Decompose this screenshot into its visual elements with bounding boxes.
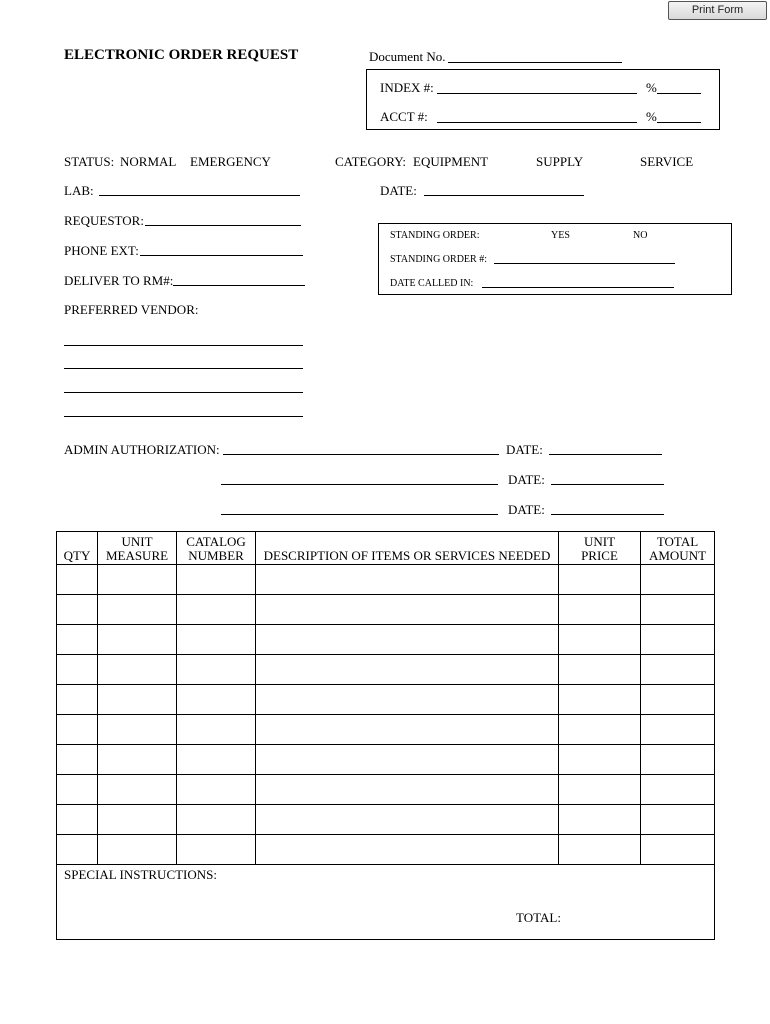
form-title: ELECTRONIC ORDER REQUEST xyxy=(64,47,299,63)
status-label: STATUS: xyxy=(64,154,115,169)
catalog-number-cell[interactable] xyxy=(177,775,256,805)
admin-signature-2[interactable] xyxy=(221,484,498,485)
table-row xyxy=(57,625,715,655)
order-items-table xyxy=(56,531,715,940)
catalog-number-cell[interactable] xyxy=(177,715,256,745)
admin-signature-3[interactable] xyxy=(221,514,498,515)
qty-cell[interactable] xyxy=(57,565,98,595)
table-row xyxy=(57,685,715,715)
total-amount-cell[interactable] xyxy=(641,745,715,775)
special-instructions-label: SPECIAL INSTRUCTIONS: xyxy=(64,867,218,882)
unit-measure-cell[interactable] xyxy=(98,805,177,835)
table-row xyxy=(57,835,715,865)
total-amount-cell[interactable] xyxy=(641,805,715,835)
table-row xyxy=(57,655,715,685)
qty-cell[interactable] xyxy=(57,835,98,865)
catalog-number-cell[interactable] xyxy=(177,835,256,865)
unit-price-cell[interactable] xyxy=(559,595,641,625)
qty-cell[interactable] xyxy=(57,805,98,835)
catalog-number-cell[interactable] xyxy=(177,655,256,685)
table-row xyxy=(57,565,715,595)
unit-price-cell[interactable] xyxy=(559,775,641,805)
qty-cell[interactable] xyxy=(57,775,98,805)
total-amount-cell[interactable] xyxy=(641,595,715,625)
catalog-number-cell[interactable] xyxy=(177,745,256,775)
document-no-field[interactable] xyxy=(448,62,622,63)
lab-label: LAB: xyxy=(64,183,94,198)
qty-cell[interactable] xyxy=(57,715,98,745)
catalog-number-cell[interactable] xyxy=(177,595,256,625)
acct-field[interactable] xyxy=(437,122,637,123)
description-cell[interactable] xyxy=(256,595,559,625)
table-row xyxy=(57,775,715,805)
requestor-field[interactable] xyxy=(145,225,301,226)
print-form-button[interactable]: Print Form xyxy=(668,1,767,20)
phone-label: PHONE EXT: xyxy=(64,243,139,258)
table-header-row xyxy=(57,532,715,565)
admin-date-field-1[interactable] xyxy=(549,454,662,455)
status-normal[interactable]: NORMAL xyxy=(120,154,177,169)
description-header: DESCRIPTION OF ITEMS OR SERVICES NEEDED xyxy=(256,532,559,565)
date-field[interactable] xyxy=(424,195,584,196)
lab-field[interactable] xyxy=(99,195,300,196)
status-emergency[interactable]: EMERGENCY xyxy=(190,154,271,169)
unit-price-cell[interactable] xyxy=(559,685,641,715)
category-service[interactable]: SERVICE xyxy=(640,154,694,169)
unit-measure-header: UNIT MEASURE xyxy=(98,532,177,565)
unit-price-cell[interactable] xyxy=(559,625,641,655)
unit-measure-cell[interactable] xyxy=(98,595,177,625)
description-cell[interactable] xyxy=(256,745,559,775)
deliver-field[interactable] xyxy=(173,285,305,286)
unit-measure-cell[interactable] xyxy=(98,685,177,715)
unit-measure-cell[interactable] xyxy=(98,565,177,595)
total-amount-cell[interactable] xyxy=(641,715,715,745)
total-label: TOTAL: xyxy=(516,910,561,925)
total-amount-cell[interactable] xyxy=(641,655,715,685)
deliver-label: DELIVER TO RM#: xyxy=(64,273,174,288)
description-cell[interactable] xyxy=(256,775,559,805)
acct-percent: % xyxy=(646,109,657,124)
qty-cell[interactable] xyxy=(57,625,98,655)
unit-price-cell[interactable] xyxy=(559,715,641,745)
vendor-line-1[interactable] xyxy=(64,345,303,346)
table-row xyxy=(57,595,715,625)
table-row xyxy=(57,715,715,745)
qty-cell[interactable] xyxy=(57,745,98,775)
category-equipment[interactable]: EQUIPMENT xyxy=(413,154,489,169)
total-amount-cell[interactable] xyxy=(641,625,715,655)
index-percent-field[interactable] xyxy=(657,93,701,94)
vendor-line-2[interactable] xyxy=(64,368,303,369)
catalog-number-cell[interactable] xyxy=(177,685,256,715)
admin-date-label-1: DATE: xyxy=(506,442,543,457)
unit-price-cell[interactable] xyxy=(559,565,641,595)
total-amount-header: TOTAL AMOUNT xyxy=(641,532,715,565)
standing-order-label: STANDING ORDER: xyxy=(390,230,480,241)
unit-measure-cell[interactable] xyxy=(98,745,177,775)
unit-price-cell[interactable] xyxy=(559,655,641,685)
unit-price-cell[interactable] xyxy=(559,805,641,835)
requestor-label: REQUESTOR: xyxy=(64,213,144,228)
index-field[interactable] xyxy=(437,93,637,94)
admin-date-field-3[interactable] xyxy=(551,514,664,515)
unit-measure-cell[interactable] xyxy=(98,625,177,655)
date-called-in-label: DATE CALLED IN: xyxy=(390,278,474,289)
date-called-in-field[interactable] xyxy=(482,287,674,288)
total-amount-cell[interactable] xyxy=(641,565,715,595)
unit-price-cell[interactable] xyxy=(559,745,641,775)
total-amount-cell[interactable] xyxy=(641,775,715,805)
description-cell[interactable] xyxy=(256,685,559,715)
total-amount-cell[interactable] xyxy=(641,685,715,715)
description-cell[interactable] xyxy=(256,655,559,685)
description-cell[interactable] xyxy=(256,835,559,865)
standing-order-no[interactable]: NO xyxy=(633,230,648,241)
vendor-line-3[interactable] xyxy=(64,392,303,393)
standing-order-yes[interactable]: YES xyxy=(551,230,570,241)
table-row xyxy=(57,805,715,835)
acct-label: ACCT #: xyxy=(380,109,428,124)
total-amount-cell[interactable] xyxy=(641,835,715,865)
unit-price-cell[interactable] xyxy=(559,835,641,865)
unit-measure-cell[interactable] xyxy=(98,715,177,745)
special-instructions-cell[interactable] xyxy=(57,865,715,940)
unit-measure-cell[interactable] xyxy=(98,655,177,685)
admin-date-label-3: DATE: xyxy=(508,502,545,517)
unit-measure-cell[interactable] xyxy=(98,835,177,865)
description-cell[interactable] xyxy=(256,805,559,835)
admin-date-field-2[interactable] xyxy=(551,484,664,485)
phone-field[interactable] xyxy=(140,255,303,256)
description-cell[interactable] xyxy=(256,565,559,595)
unit-measure-cell[interactable] xyxy=(98,775,177,805)
description-cell[interactable] xyxy=(256,625,559,655)
index-label: INDEX #: xyxy=(380,80,434,95)
catalog-number-header: CATALOG NUMBER xyxy=(177,532,256,565)
acct-percent-field[interactable] xyxy=(657,122,701,123)
special-instructions-row xyxy=(57,865,715,940)
catalog-number-cell[interactable] xyxy=(177,625,256,655)
category-label: CATEGORY: xyxy=(335,154,407,169)
vendor-line-4[interactable] xyxy=(64,416,303,417)
index-percent: % xyxy=(646,80,657,95)
table-row xyxy=(57,745,715,775)
preferred-vendor-label: PREFERRED VENDOR: xyxy=(64,302,199,317)
catalog-number-cell[interactable] xyxy=(177,805,256,835)
category-supply[interactable]: SUPPLY xyxy=(536,154,584,169)
admin-authorization-label: ADMIN AUTHORIZATION: xyxy=(64,442,220,457)
qty-cell[interactable] xyxy=(57,685,98,715)
qty-header: QTY xyxy=(57,532,98,565)
catalog-number-cell[interactable] xyxy=(177,565,256,595)
admin-date-label-2: DATE: xyxy=(508,472,545,487)
standing-order-number-label: STANDING ORDER #: xyxy=(390,254,487,265)
date-label: DATE: xyxy=(380,183,417,198)
description-cell[interactable] xyxy=(256,715,559,745)
unit-price-header: UNIT PRICE xyxy=(559,532,641,565)
document-no-label: Document No. xyxy=(369,49,446,64)
standing-order-number-field[interactable] xyxy=(494,263,675,264)
admin-signature-1[interactable] xyxy=(223,454,499,455)
qty-cell[interactable] xyxy=(57,655,98,685)
qty-cell[interactable] xyxy=(57,595,98,625)
